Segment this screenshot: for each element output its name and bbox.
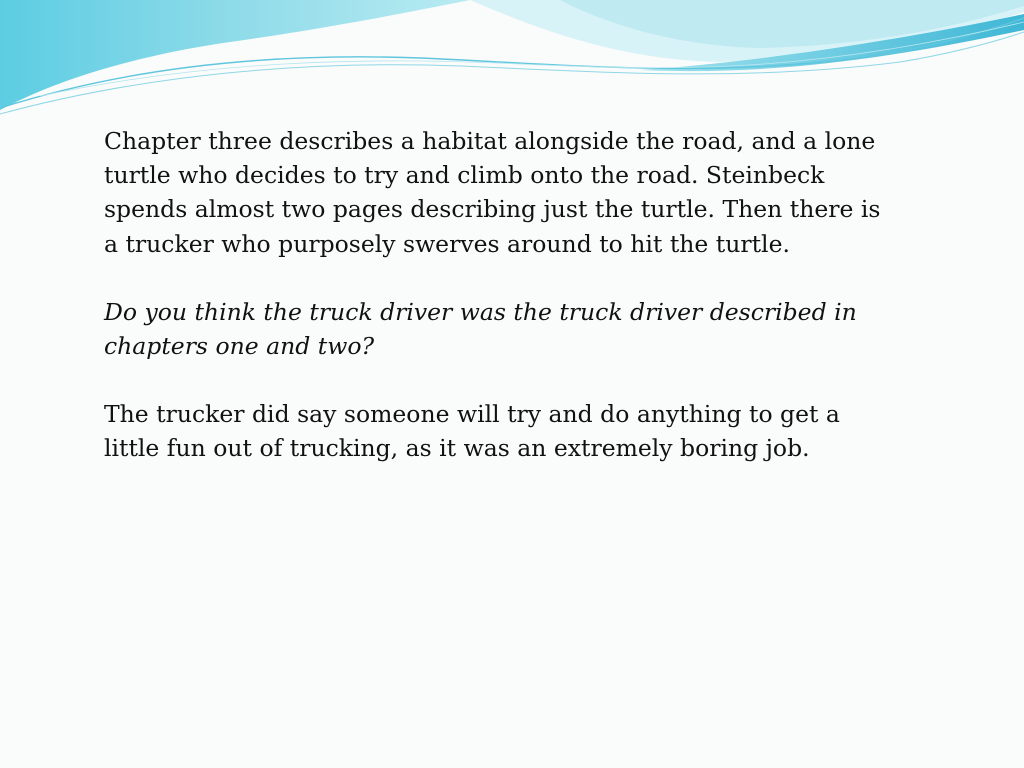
slide-body (104, 124, 884, 500)
paragraph-conclusion: The trucker did say someone will try and do anything to get a little fun out of trucking, as it was an extremely boring job. (104, 400, 840, 463)
paragraph-question: Do you think the truck driver was the truck driver described in chapters one and two? (104, 297, 857, 361)
paragraph-summary: Chapter three describes a habitat alongside the road, and a lone turtle who decides to try and climb onto the road. Steinbeck spends almost two pages describing just the turtle. Then there is a trucker who purposely swerves around to hit the turtle. (104, 127, 881, 258)
header-wave-decoration (0, 0, 1024, 130)
